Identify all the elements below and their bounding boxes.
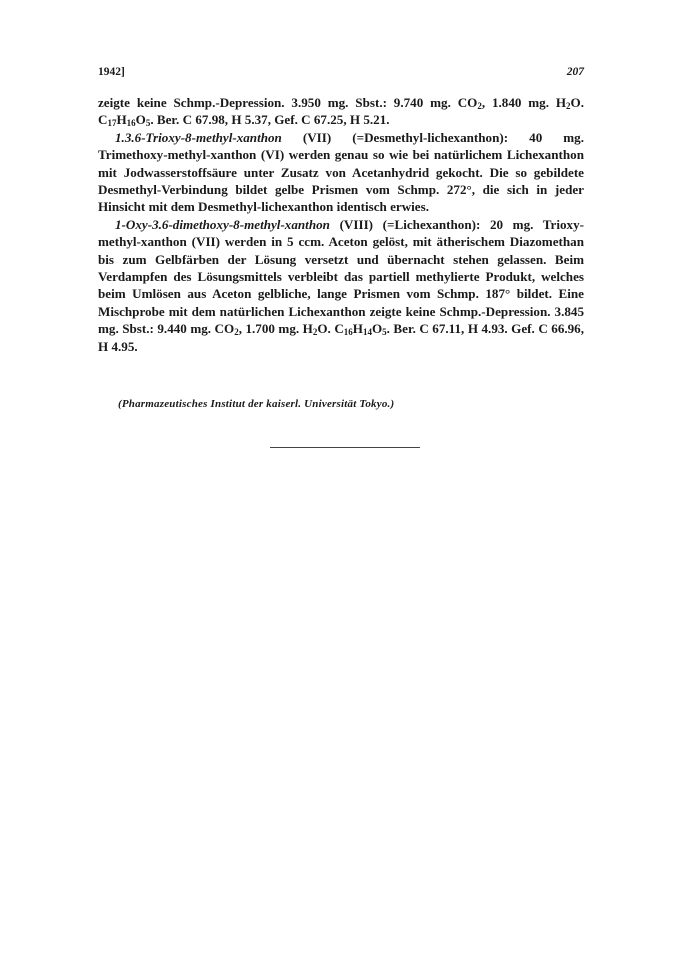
paragraph-trioxy: 1.3.6-Trioxy-8-methyl-xanthon (VII) (=Desmethyl-lichexanthon): 40 mg. Trimethoxy-methyl-xanthon (VI) werden genau so wie bei natürlichem Lichexanthon mit Jodwasserstoffsäure unter Zusatz von Acetanhydrid gekocht. Die so gebildete Desmethyl-Verbindung bildet gelbe Prismen vom Schmp. 272°, die sich in jeder Hinsicht mit dem Desmethyl-lichexanthon identisch erwies. bbox=[98, 129, 584, 215]
compound-title-viii: 1-Oxy-3.6-dimethoxy-8-methyl-xanthon bbox=[115, 216, 330, 232]
header-year: 1942] bbox=[98, 66, 125, 78]
paragraph-lichexanthon: 1-Oxy-3.6-dimethoxy-8-methyl-xanthon (VIII) (=Lichexanthon): 20 mg. Trioxy-methyl-xanthon (VII) werden in 5 ccm. Aceton gelöst, mit ätherischem Diazomethan bis zum Gelbfärben der Lösung versetzt und übernacht stehen gelassen. Beim Verdampfen des Lösungsmittels verbleibt das partiell methylierte Produkt, welches beim Umlösen aus Aceton gelbliche, lange Prismen vom Schmp. 187° bildet. Eine Mischprobe mit dem natürlichen Lichexanthon zeigte keine Schmp.-Depression. 3.845 mg. Sbst.: 9.440 mg. $CO_2$, 1.700 mg. $H_2O$. $C_{16}H_{14}O_5$. Ber. C 67.11, H 4.93. Gef. C 66.96, H 4.95. bbox=[98, 216, 585, 354]
end-rule bbox=[270, 447, 420, 448]
affiliation: (Pharmazeutisches Institut der kaiserl. Universität Tokyo.) bbox=[118, 398, 395, 410]
paragraph-analysis: zeigte keine Schmp.-Depression. 3.950 mg. Sbst.: 9.740 mg. $CO_2$, 1.840 mg. $H_2O$. $C_{17}H_{16}O_5$. Ber. C 67.98, H 5.37, Gef. C 67.25, H 5.21. bbox=[98, 95, 585, 129]
article-body bbox=[98, 94, 584, 355]
page-number: 207 bbox=[566, 66, 584, 78]
running-header bbox=[98, 66, 584, 82]
compound-title-vii: 1.3.6-Trioxy-8-methyl-xanthon bbox=[115, 129, 282, 145]
